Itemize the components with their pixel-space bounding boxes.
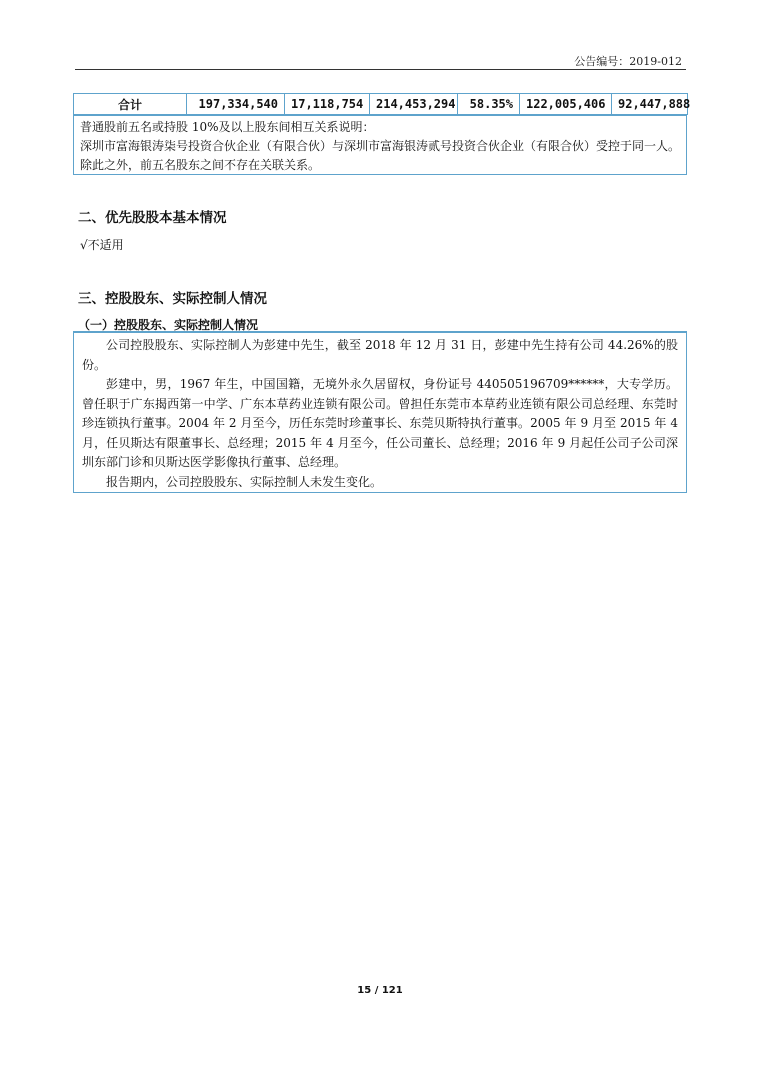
page-number: 15 / 121 <box>357 985 403 996</box>
announcement-code: 公告编号：2019-012 <box>574 55 682 68</box>
total-value-1: 197,334,540 <box>187 94 285 115</box>
controller-info-box <box>73 332 687 493</box>
header-rule <box>75 69 686 70</box>
section3-subheading: （一）控股股东、实际控制人情况 <box>78 318 259 332</box>
total-value-4: 58.35% <box>458 94 520 115</box>
total-value-2: 17,118,754 <box>285 94 370 115</box>
relation-note-box <box>73 115 687 175</box>
total-row-table <box>73 93 691 115</box>
section3-heading: 三、控股股东、实际控制人情况 <box>78 291 267 307</box>
total-value-5: 122,005,406 <box>520 94 612 115</box>
relation-note-title: 普通股前五名或持股 10%及以上股东间相互关系说明： <box>80 120 375 134</box>
total-label: 合计 <box>74 94 187 115</box>
total-value-6: 92,447,888 <box>612 94 688 115</box>
controller-paragraph-3: 报告期内，公司控股股东、实际控制人未发生变化。 <box>106 474 383 489</box>
table-row <box>74 94 688 115</box>
total-value-3: 214,453,294 <box>370 94 458 115</box>
relation-note-body: 深圳市富海银涛柒号投资合伙企业（有限合伙）与深圳市富海银涛贰号投资合伙企业（有限合伙）受控于同一人。除此之外，前五名股东之间不存在关联关系。 <box>80 139 681 172</box>
controller-paragraph-1: 公司控股股东、实际控制人为彭建中先生，截至 2018 年 12 月 31 日，彭建中先生持有公司 44.26%的股份。 <box>82 338 678 372</box>
section2-status: √不适用 <box>80 238 124 252</box>
section2-heading: 二、优先股股本基本情况 <box>78 210 227 226</box>
controller-paragraph-2: 彭建中，男，1967 年生，中国国籍，无境外永久居留权，身份证号 440505196709******，大专学历。曾任职于广东揭西第一中学、广东本草药业连锁有限公司。曾担任东莞市本草药业连锁有限公司总经理、东莞时珍连锁执行董事。2004 年 2 月至今，历任东莞时珍董事长、东莞贝斯特执行董事。2005 年 9 月至 2015 年 4 月，任贝斯达有限董事长、总经理；2015 年 4 月至今，任公司董长、总经理；2016 年 9 月起任公司子公司深圳东部门诊和贝斯达医学影像执行董事、总经理。 <box>82 377 678 469</box>
